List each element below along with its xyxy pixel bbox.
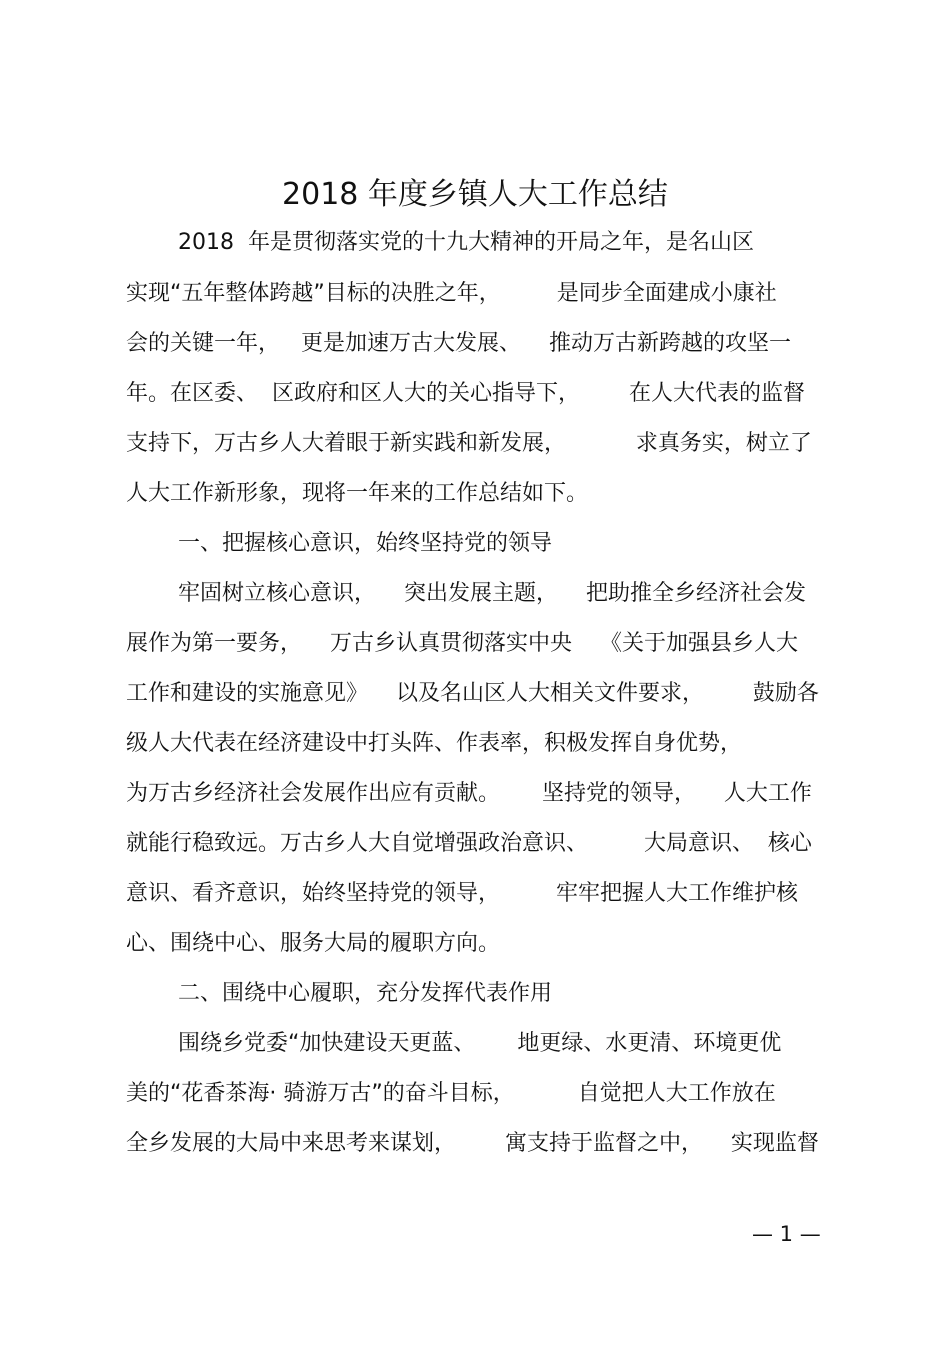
paragraph-line: 牢固树立核心意识， 突出发展主题， 把助推全乡经济社会发 (178, 581, 806, 606)
paragraph-line: 展作为第一要务， 万古乡认真贯彻落实中央 《关于加强县乡人大 (126, 631, 798, 656)
paragraph-line: 会的关键一年， 更是加速万古大发展、 推动万古新跨越的攻坚一 (126, 331, 791, 356)
document-title: 2018 年度乡镇人大工作总结 (282, 177, 668, 212)
paragraph-line: 围绕乡党委“加快建设天更蓝、 地更绿、水更清、环境更优 (178, 1031, 782, 1056)
paragraph-line: 为万古乡经济社会发展作出应有贡献。 坚持党的领导， 人大工作 (126, 781, 812, 806)
paragraph-line: 实现“五年整体跨越”目标的决胜之年， 是同步全面建成小康社 (126, 281, 777, 306)
paragraph-line: 工作和建设的实施意见》 以及名山区人大相关文件要求， 鼓励各 (126, 681, 819, 706)
paragraph-line: 年。在区委、 区政府和区人大的关心指导下， 在人大代表的监督 (126, 381, 805, 406)
section-heading: 二、围绕中心履职，充分发挥代表作用 (178, 981, 553, 1006)
paragraph-line: 支持下，万古乡人大着眼于新实践和新发展， 求真务实，树立了 (126, 431, 812, 456)
paragraph-line: 全乡发展的大局中来思考来谋划， 寓支持于监督之中， 实现监督 (126, 1131, 819, 1156)
paragraph-line: 人大工作新形象，现将一年来的工作总结如下。 (126, 481, 589, 506)
paragraph-line: 就能行稳致远。万古乡人大自觉增强政治意识、 大局意识、 核心 (126, 831, 812, 856)
paragraph-line: 2018 年是贯彻落实党的十九大精神的开局之年，是名山区 (178, 230, 754, 255)
section-heading: 一、把握核心意识，始终坚持党的领导 (178, 531, 553, 556)
paragraph-line: 级人大代表在经济建设中打头阵、作表率，积极发挥自身优势， (126, 731, 743, 756)
page-number: — 1 — (752, 1222, 821, 1246)
paragraph-line: 心、围绕中心、服务大局的履职方向。 (126, 931, 501, 956)
paragraph-line: 美的“花香茶海· 骑游万古”的奋斗目标， 自觉把人大工作放在 (126, 1081, 776, 1106)
paragraph-line: 意识、看齐意识，始终坚持党的领导， 牢牢把握人大工作维护核 (126, 881, 798, 906)
